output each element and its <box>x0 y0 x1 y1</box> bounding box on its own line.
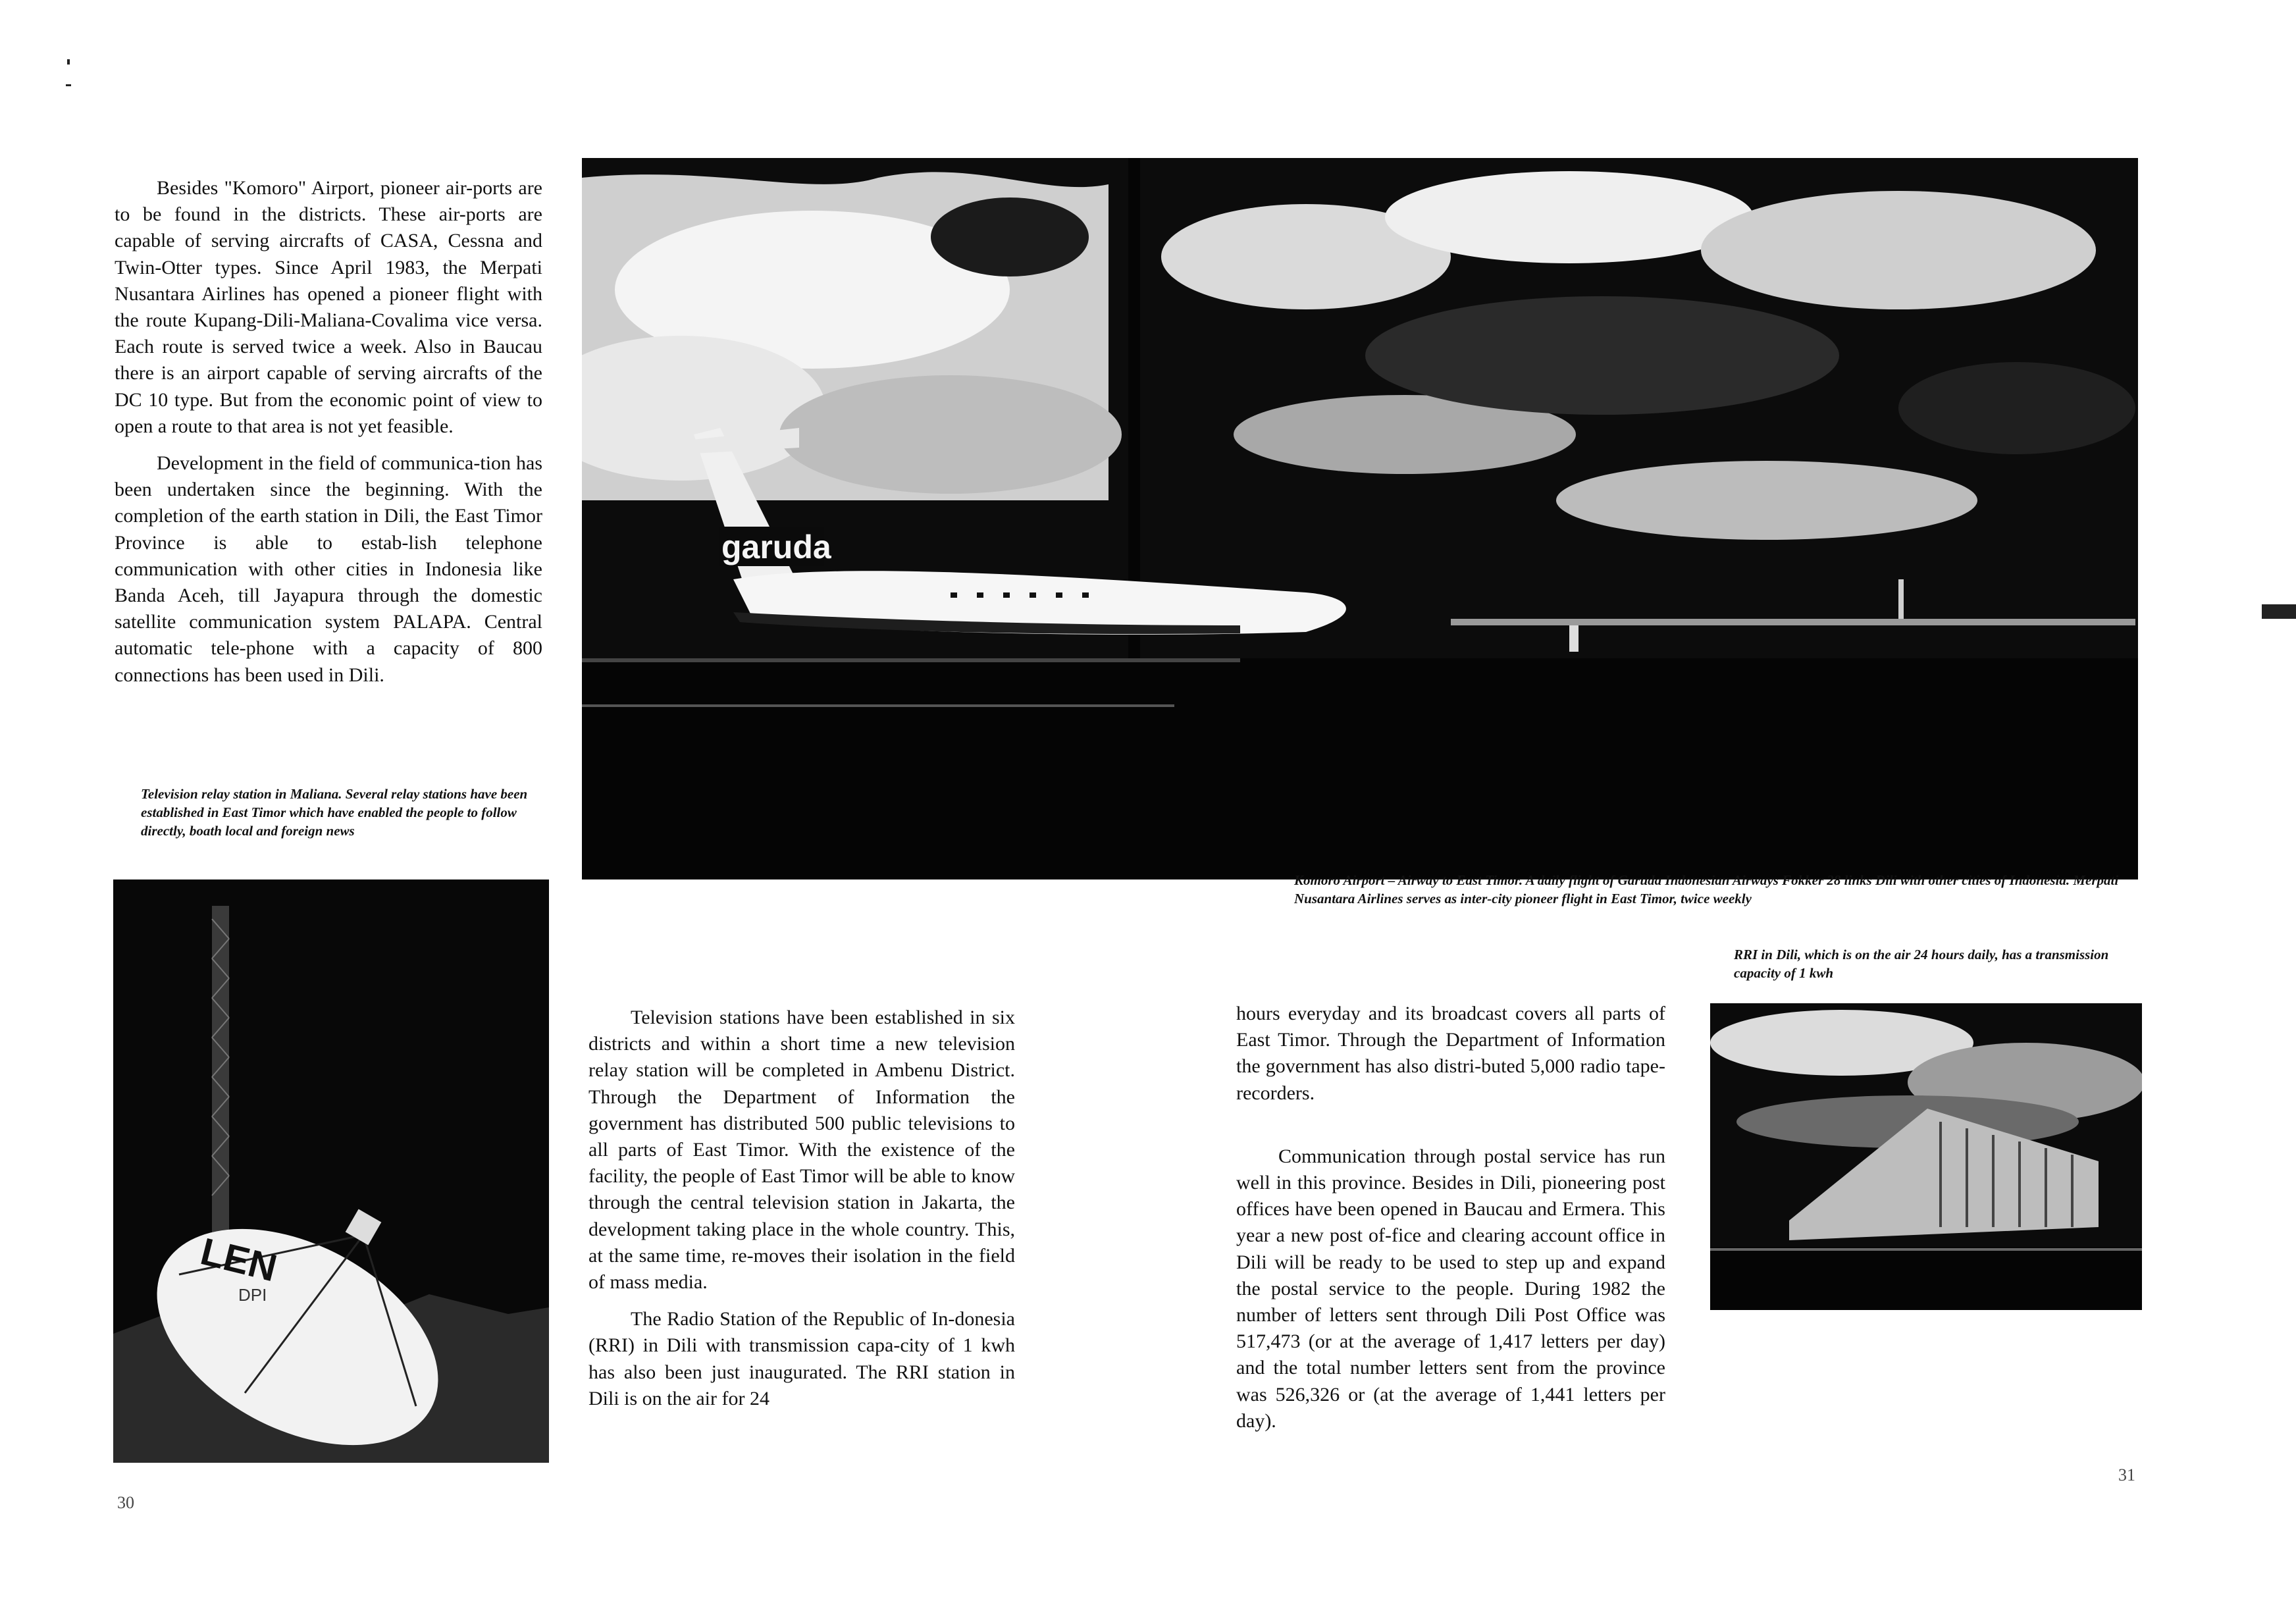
column-3-text <box>1236 1001 1665 1445</box>
tv-relay-caption: Television relay station in Maliana. Several relay stations have been established in East Timor which have enabled the people to follow directly, boath local and foreign news <box>141 786 528 839</box>
paragraph: Besides "Komoro" Airport, pioneer air-ports are to be found in the districts. These air-ports are capable of serving aircrafts of CASA, Cessna and Twin-Otter types. Since April 1983, the Merpati Nusantara Airlines has opened a pioneer flight with the route Kupang-Dili-Maliana-Covalima vice versa. Each route is served twice a week. Also in Baucau there is an airport capable of serving aircrafts of the DC 10 type. But from the economic point of view to open a route to that area is not yet feasible. <box>115 177 542 437</box>
tv-relay-illustration <box>113 879 549 1463</box>
airport-caption: Komoro Airport – Airway to East Timor. A daily flight of Garuda Indonesian Airways Fokker 28 links Dili with other cities of Indonesia. Merpati Nusantara Airlines serves as inter-city pioneer flight in East Timor, twice weekly <box>1294 872 2119 906</box>
garuda-logo: garuda <box>721 529 831 565</box>
scan-mark <box>66 84 71 86</box>
airport-illustration <box>582 158 2138 879</box>
column-2-text <box>588 1005 1015 1423</box>
page-number-left: 30 <box>117 1493 134 1512</box>
paragraph: Communication through postal service has run well in this province. Besides in Dili, pioneering post offices have been opened in Baucau and Ermera. This year a new post of-fice and clearing account office in Dili will be ready to be used to step up and expand the postal service to the people. During 1982 the number of letters sent through Dili Post Office was 517,473 (or at the average of 1,417 letters per day) and the total number letters sent from the province was 526,326 or (at the average of 1,441 letters per day). <box>1236 1145 1665 1432</box>
dish-lettering-len: LEN <box>196 1230 281 1290</box>
page-number-right: 31 <box>2118 1465 2135 1484</box>
paragraph: The Radio Station of the Republic of In-donesia (RRI) in Dili with transmission capa-city of 1 kwh has also been just inaugurated. The RRI station in Dili is on the air for 24 <box>588 1308 1015 1409</box>
scan-mark <box>2262 604 2296 619</box>
komoro-airport-photo <box>582 158 2138 879</box>
tv-relay-station-photo <box>113 879 549 1463</box>
rri-illustration <box>1710 1003 2142 1310</box>
paragraph: Development in the field of communica-tion has been undertaken since the beginning. With the completion of the earth station in Dili, the East Timor Province is able to estab-lish telephone communication with other cities in Indonesia like Banda Aceh, till Jayapura through the domestic satellite communication system PALAPA. Central automatic tele-phone with a capacity of 800 connections has been used in Dili. <box>115 452 542 686</box>
column-1-text <box>115 175 542 699</box>
dish-lettering-small: DPI <box>238 1285 267 1305</box>
rri-caption: RRI in Dili, which is on the air 24 hours daily, has a transmission capacity of 1 kwh <box>1734 947 2109 981</box>
paragraph: hours everyday and its broadcast covers all parts of East Timor. Through the Department of Information the government has also distri-buted 5,000 radio tape-recorders. <box>1236 1003 1665 1104</box>
scan-mark <box>67 59 70 65</box>
rri-station-photo <box>1710 1003 2142 1310</box>
paragraph: Television stations have been established in six districts and within a short time a new television relay station will be completed in Ambenu District. Through the Department of Information the government has distributed 500 public televisions to all parts of East Timor. With the existence of the facility, the people of East Timor will be able to know through the central television station in Jakarta, the development taking place in the whole country. This, at the same time, re-moves their isolation in the field of mass media. <box>588 1007 1015 1294</box>
